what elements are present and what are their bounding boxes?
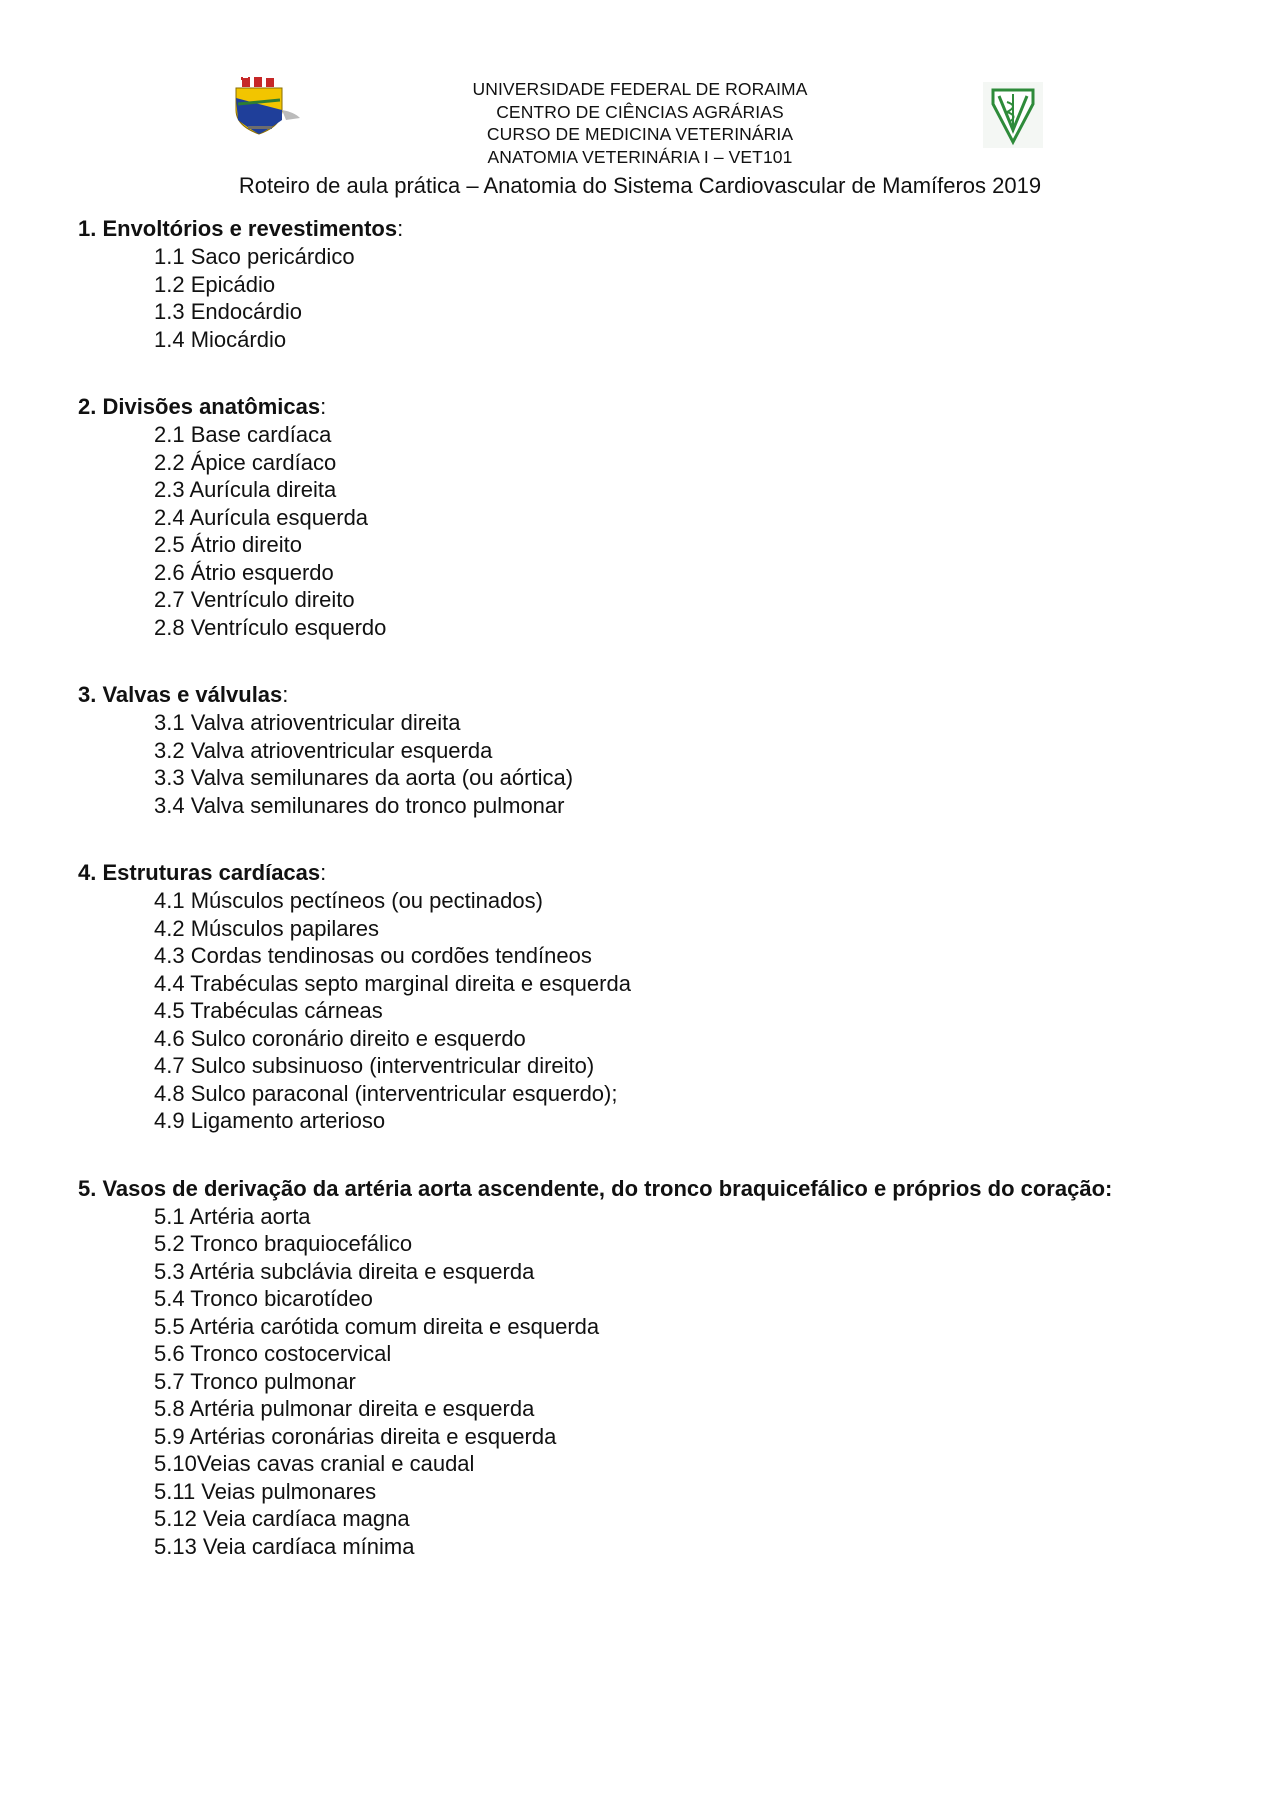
list-item: 3.4 Valva semilunares do tronco pulmonar: [154, 792, 565, 818]
section-title-text: 1. Envoltórios e revestimentos: [78, 216, 398, 241]
discipline-name: ANATOMIA VETERINÁRIA I – VET101: [487, 146, 793, 167]
section-divisoes: [78, 393, 1238, 641]
list-item: 5.10Veias cavas cranial e caudal: [154, 1451, 475, 1476]
list-item: 1.2 Epicádio: [154, 271, 276, 297]
document-content: [78, 215, 1238, 1600]
list-item: 4.6 Sulco coronário direito e esquerdo: [154, 1025, 526, 1051]
list-item: 5.8 Artéria pulmonar direita e esquerda: [154, 1396, 535, 1421]
section-title: [78, 1175, 1238, 1203]
list-item: 5.6 Tronco costocervical: [154, 1341, 392, 1366]
list-item: 2.7 Ventrículo direito: [154, 587, 355, 612]
list-item: 4.7 Sulco subsinuoso (interventricular direito): [154, 1053, 595, 1078]
list-item: 5.4 Tronco bicarotídeo: [154, 1286, 373, 1311]
list-item: 1.3 Endocárdio: [154, 299, 302, 324]
list-item: 5.13 Veia cardíaca mínima: [154, 1533, 415, 1559]
list-item: 2.3 Aurícula direita: [154, 477, 337, 502]
list-item: 2.1 Base cardíaca: [154, 422, 332, 447]
list-item: 1.1 Saco pericárdico: [154, 244, 355, 269]
list-item: 2.4 Aurícula esquerda: [154, 504, 369, 530]
section-estruturas: [78, 859, 1238, 1135]
list-item: 1.4 Miocárdio: [154, 326, 287, 352]
course-name: CURSO DE MEDICINA VETERINÁRIA: [486, 124, 794, 144]
list-item: 5.3 Artéria subclávia direita e esquerda: [154, 1258, 535, 1284]
list-item: 2.2 Ápice cardíaco: [154, 449, 337, 475]
list-item: 4.5 Trabéculas cárneas: [154, 998, 383, 1023]
section-title-suffix: :: [397, 216, 404, 241]
section-title-suffix: :: [320, 394, 327, 419]
list-item: 4.9 Ligamento arterioso: [154, 1108, 386, 1133]
list-item: 5.5 Artéria carótida comum direita e esquerda: [154, 1313, 600, 1339]
list-item: 3.2 Valva atrioventricular esquerda: [154, 737, 493, 763]
section-envoltorios: [78, 215, 1238, 353]
university-name: UNIVERSIDADE FEDERAL DE RORAIMA: [472, 79, 808, 99]
section-title-suffix: :: [282, 682, 289, 707]
list-item: 5.2 Tronco braquiocefálico: [154, 1231, 413, 1256]
list-item: 5.1 Artéria aorta: [154, 1203, 311, 1229]
center-name: CENTRO DE CIÊNCIAS AGRÁRIAS: [496, 101, 784, 122]
section-valvas: [78, 681, 1238, 819]
document-subtitle: Roteiro de aula prática – Anatomia do Sistema Cardiovascular de Mamíferos 2019: [238, 173, 1042, 198]
section-title: [78, 215, 1238, 243]
list-item: 2.8 Ventrículo esquerdo: [154, 614, 387, 640]
list-item: 4.3 Cordas tendinosas ou cordões tendíneos: [154, 943, 592, 968]
section-title-text: 2. Divisões anatômicas: [78, 394, 321, 419]
list-item: 4.1 Músculos pectíneos (ou pectinados): [154, 888, 543, 913]
document-header: [0, 78, 1280, 168]
list-item: 3.1 Valva atrioventricular direita: [154, 710, 461, 735]
list-item: 3.3 Valva semilunares da aorta (ou aórtica): [154, 765, 574, 790]
section-title-text: 3. Valvas e válvulas: [78, 682, 283, 707]
list-item: 2.5 Átrio direito: [154, 532, 302, 557]
list-item: 4.2 Músculos papilares: [154, 915, 380, 941]
section-title-text: 4. Estruturas cardíacas: [78, 860, 321, 885]
list-item: 5.9 Artérias coronárias direita e esquerda: [154, 1423, 557, 1449]
list-item: 2.6 Átrio esquerdo: [154, 559, 334, 585]
list-item: 4.4 Trabéculas septo marginal direita e esquerda: [154, 970, 631, 996]
section-title: [78, 681, 1238, 709]
list-item: 5.7 Tronco pulmonar: [154, 1368, 356, 1394]
section-title: [78, 859, 1238, 887]
list-item: 5.11 Veias pulmonares: [154, 1478, 377, 1504]
list-item: 5.12 Veia cardíaca magna: [154, 1506, 410, 1531]
section-title: [78, 393, 1238, 421]
list-item: 4.8 Sulco paraconal (interventricular esquerdo);: [154, 1080, 618, 1106]
section-title-suffix: :: [320, 860, 327, 885]
section-vasos: [78, 1175, 1238, 1561]
section-title-text: 5. Vasos de derivação da artéria aorta ascendente, do tronco braquicefálico e próprios do coração:: [78, 1175, 1113, 1201]
